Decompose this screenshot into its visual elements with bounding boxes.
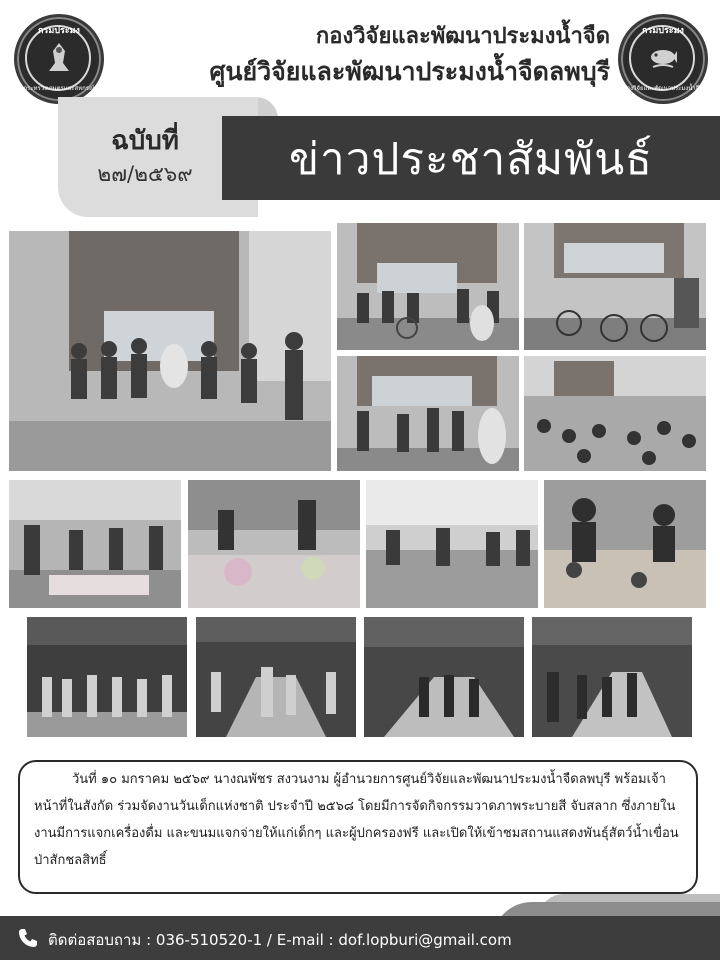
issue-label: ฉบับที่ <box>111 126 179 156</box>
group-photo-main <box>9 231 331 471</box>
press-release-title: ข่าวประชาสัมพันธ์ <box>288 134 654 185</box>
org-name-division: กองวิจัยและพัฒนาประมงน้ำจืด <box>315 24 610 49</box>
fisheries-logo-icon <box>649 41 677 73</box>
org-name-center: ศูนย์วิจัยและพัฒนาประมงน้ำจืดลพบุรี <box>209 57 610 86</box>
hall-activities <box>524 356 706 471</box>
phone-icon <box>16 926 40 950</box>
prize-booth <box>366 480 538 608</box>
aquarium-visitors <box>364 617 524 737</box>
department-seal-icon <box>45 41 73 73</box>
contact-info: ติดต่อสอบถาม : 036-510520-1 / E-mail : dof.lopburi@gmail.com <box>48 931 512 949</box>
left-logo-bottom-text: กระทรวงเกษตรและสหกรณ์ <box>23 85 95 92</box>
aquarium-hall <box>532 617 692 737</box>
right-logo-bottom-text: กองวิจัยและพัฒนาประมงน้ำจืด <box>622 85 704 92</box>
group-photo-mascot <box>337 356 519 471</box>
news-description: วันที่ ๑๐ มกราคม ๒๕๖๙ นางณพัชร สงวนงาม ผู้อำนวยการศูนย์วิจัยและพัฒนาประมงน้ำจืดลพบุรี พร้อมเจ้าหน้าที่ในสังกัด ร่วมจัดงานวันเด็กแห่งชาติ ประจำปี ๒๕๖๘ โดยมีการจัดกิจกรรมวาดภาพระบายสี จับสลาก ซึ่งภายในงานมีการแจกเครื่องดื่ม และขนมแจกจ่ายให้แก่เด็กๆ และผู้ปกครองฟรี และเปิดให้เข้าชมสถานแสดงพันธุ์สัตว์น้ำเขื่อนป่าสักชลสิทธิ์ <box>34 772 679 868</box>
aquarium-group <box>27 617 187 737</box>
left-logo-top-text: กรมประมง <box>38 26 80 36</box>
painting-table <box>9 480 181 608</box>
children-painting <box>544 480 706 608</box>
group-photo-bikes <box>337 223 519 350</box>
display-bicycles <box>524 223 706 350</box>
aquarium-walk <box>196 617 356 737</box>
right-logo-top-text: กรมประมง <box>642 26 684 36</box>
department-seal-logo <box>14 14 104 104</box>
fisheries-logo <box>618 14 708 104</box>
prize-table <box>188 480 360 608</box>
issue-number: ๒๗/๒๕๖๙ <box>97 162 193 186</box>
